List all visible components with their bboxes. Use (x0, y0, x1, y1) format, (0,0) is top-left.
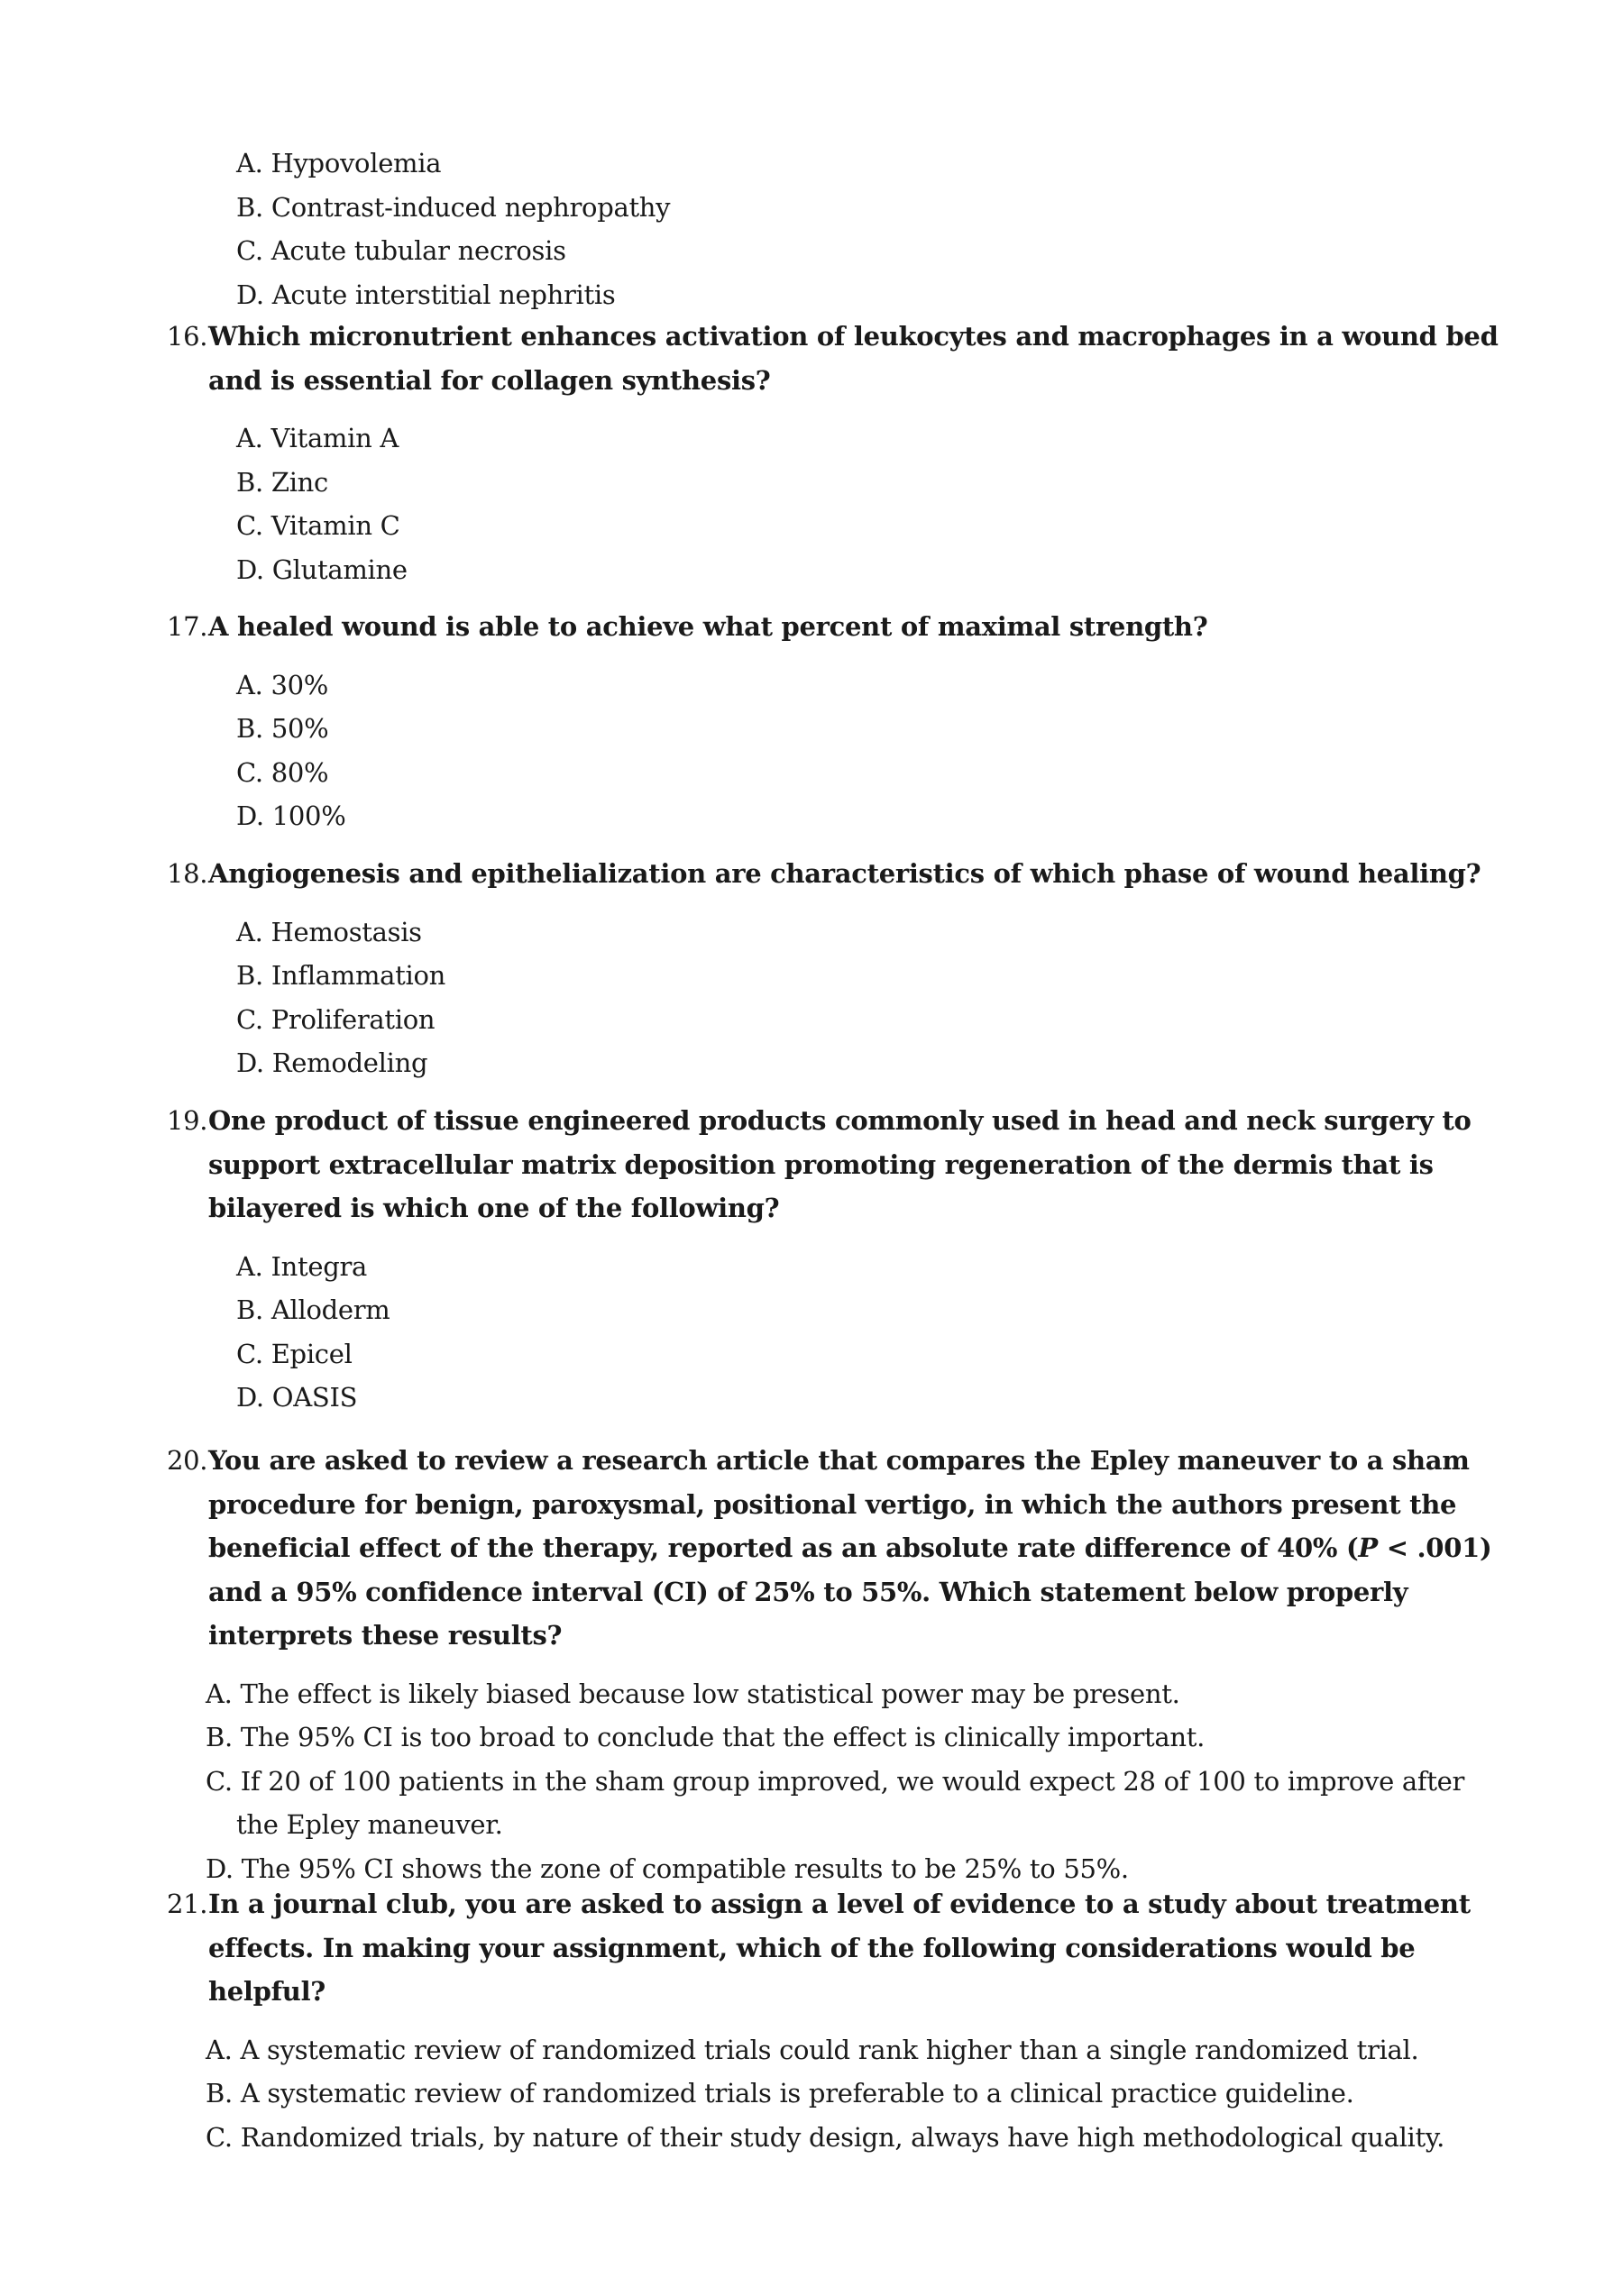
question-text: You are asked to review a research article that compares the Epley maneuver to a sham procedure for benign, paroxysmal, positional vertigo, in which the authors present the beneficial effect of the therapy, reported as an absolute rate difference of 40% (P < .001) and a 95% confidence interval (CI) of 25% to 55%. Which statement below properly interprets these results? (208, 1445, 1492, 1651)
question-number: 20. (167, 1445, 208, 1476)
option-c: C. 80% (236, 756, 329, 788)
question-number: 18. (167, 858, 208, 889)
question-21 (167, 1882, 1519, 2159)
question-18 (167, 852, 1519, 1085)
option-d: D. Remodeling (236, 1047, 428, 1078)
question-number: 21. (167, 1889, 208, 1919)
question-17 (167, 605, 1519, 838)
question-number: 17. (167, 611, 208, 642)
question-text: Angiogenesis and epithelialization are characteristics of which phase of wound healing? (208, 858, 1481, 889)
question-text: Which micronutrient enhances activation of leukocytes and macrophages in a wound bed and is essential for collagen synthesis? (208, 321, 1499, 396)
option-d: D. The 95% CI shows the zone of compatible results to be 25% to 55%. (206, 1852, 1129, 1884)
option-d: D. Glutamine (236, 553, 408, 585)
question-16 (167, 315, 1519, 591)
option-c: C. Proliferation (236, 1003, 436, 1035)
option-a: A. A systematic review of randomized trials could rank higher than a single randomized trial. (206, 2034, 1419, 2065)
question-number: 16. (167, 321, 208, 352)
option-b: B. A systematic review of randomized trials is preferable to a clinical practice guideline. (206, 2078, 1354, 2108)
option-list (236, 1245, 1519, 1420)
option-15c: C. Acute tubular necrosis (236, 235, 566, 266)
option-b: B. Zinc (236, 466, 328, 498)
carryover-options (236, 142, 670, 316)
question-19 (167, 1099, 1519, 1420)
question-text: A healed wound is able to achieve what percent of maximal strength? (208, 611, 1208, 642)
option-c: C. Epicel (236, 1338, 353, 1369)
option-a: A. Hemostasis (236, 916, 422, 947)
question-text: One product of tissue engineered products commonly used in head and neck surgery to support extracellular matrix deposition promoting regeneration of the dermis that is bilayered is which one of the following? (208, 1105, 1472, 1223)
option-a: A. Vitamin A (236, 423, 399, 453)
option-list (236, 663, 1519, 838)
option-c: C. If 20 of 100 patients in the sham group improved, we would expect 28 of 100 to improve after the Epley maneuver. (206, 1765, 1465, 1840)
option-b: B. 50% (236, 713, 329, 744)
option-15b: B. Contrast-induced nephropathy (236, 191, 671, 223)
option-d: D. OASIS (236, 1382, 358, 1413)
question-20 (167, 1439, 1519, 1890)
option-a: A. 30% (236, 669, 329, 700)
option-list (206, 2028, 1519, 2160)
option-a: A. The effect is likely biased because low statistical power may be present. (206, 1678, 1180, 1709)
option-c: C. Randomized trials, by nature of their study design, always have high methodological quality. (206, 2121, 1445, 2153)
p-value-symbol: P (1358, 1532, 1378, 1563)
option-b: B. Alloderm (236, 1294, 390, 1325)
option-list (236, 416, 1519, 591)
option-d: D. 100% (236, 800, 346, 831)
option-b: B. Inflammation (236, 960, 446, 991)
option-b: B. The 95% CI is too broad to conclude that the effect is clinically important. (206, 1722, 1206, 1752)
option-15a: A. Hypovolemia (236, 148, 442, 178)
option-list (236, 910, 1519, 1085)
option-15d: D. Acute interstitial nephritis (236, 279, 616, 310)
option-c: C. Vitamin C (236, 510, 400, 541)
option-a: A. Integra (236, 1250, 368, 1282)
question-number: 19. (167, 1105, 208, 1136)
option-list (206, 1672, 1519, 1891)
question-text: In a journal club, you are asked to assign a level of evidence to a study about treatment effects. In making your assignment, which of the following considerations would be helpful? (208, 1889, 1471, 2007)
